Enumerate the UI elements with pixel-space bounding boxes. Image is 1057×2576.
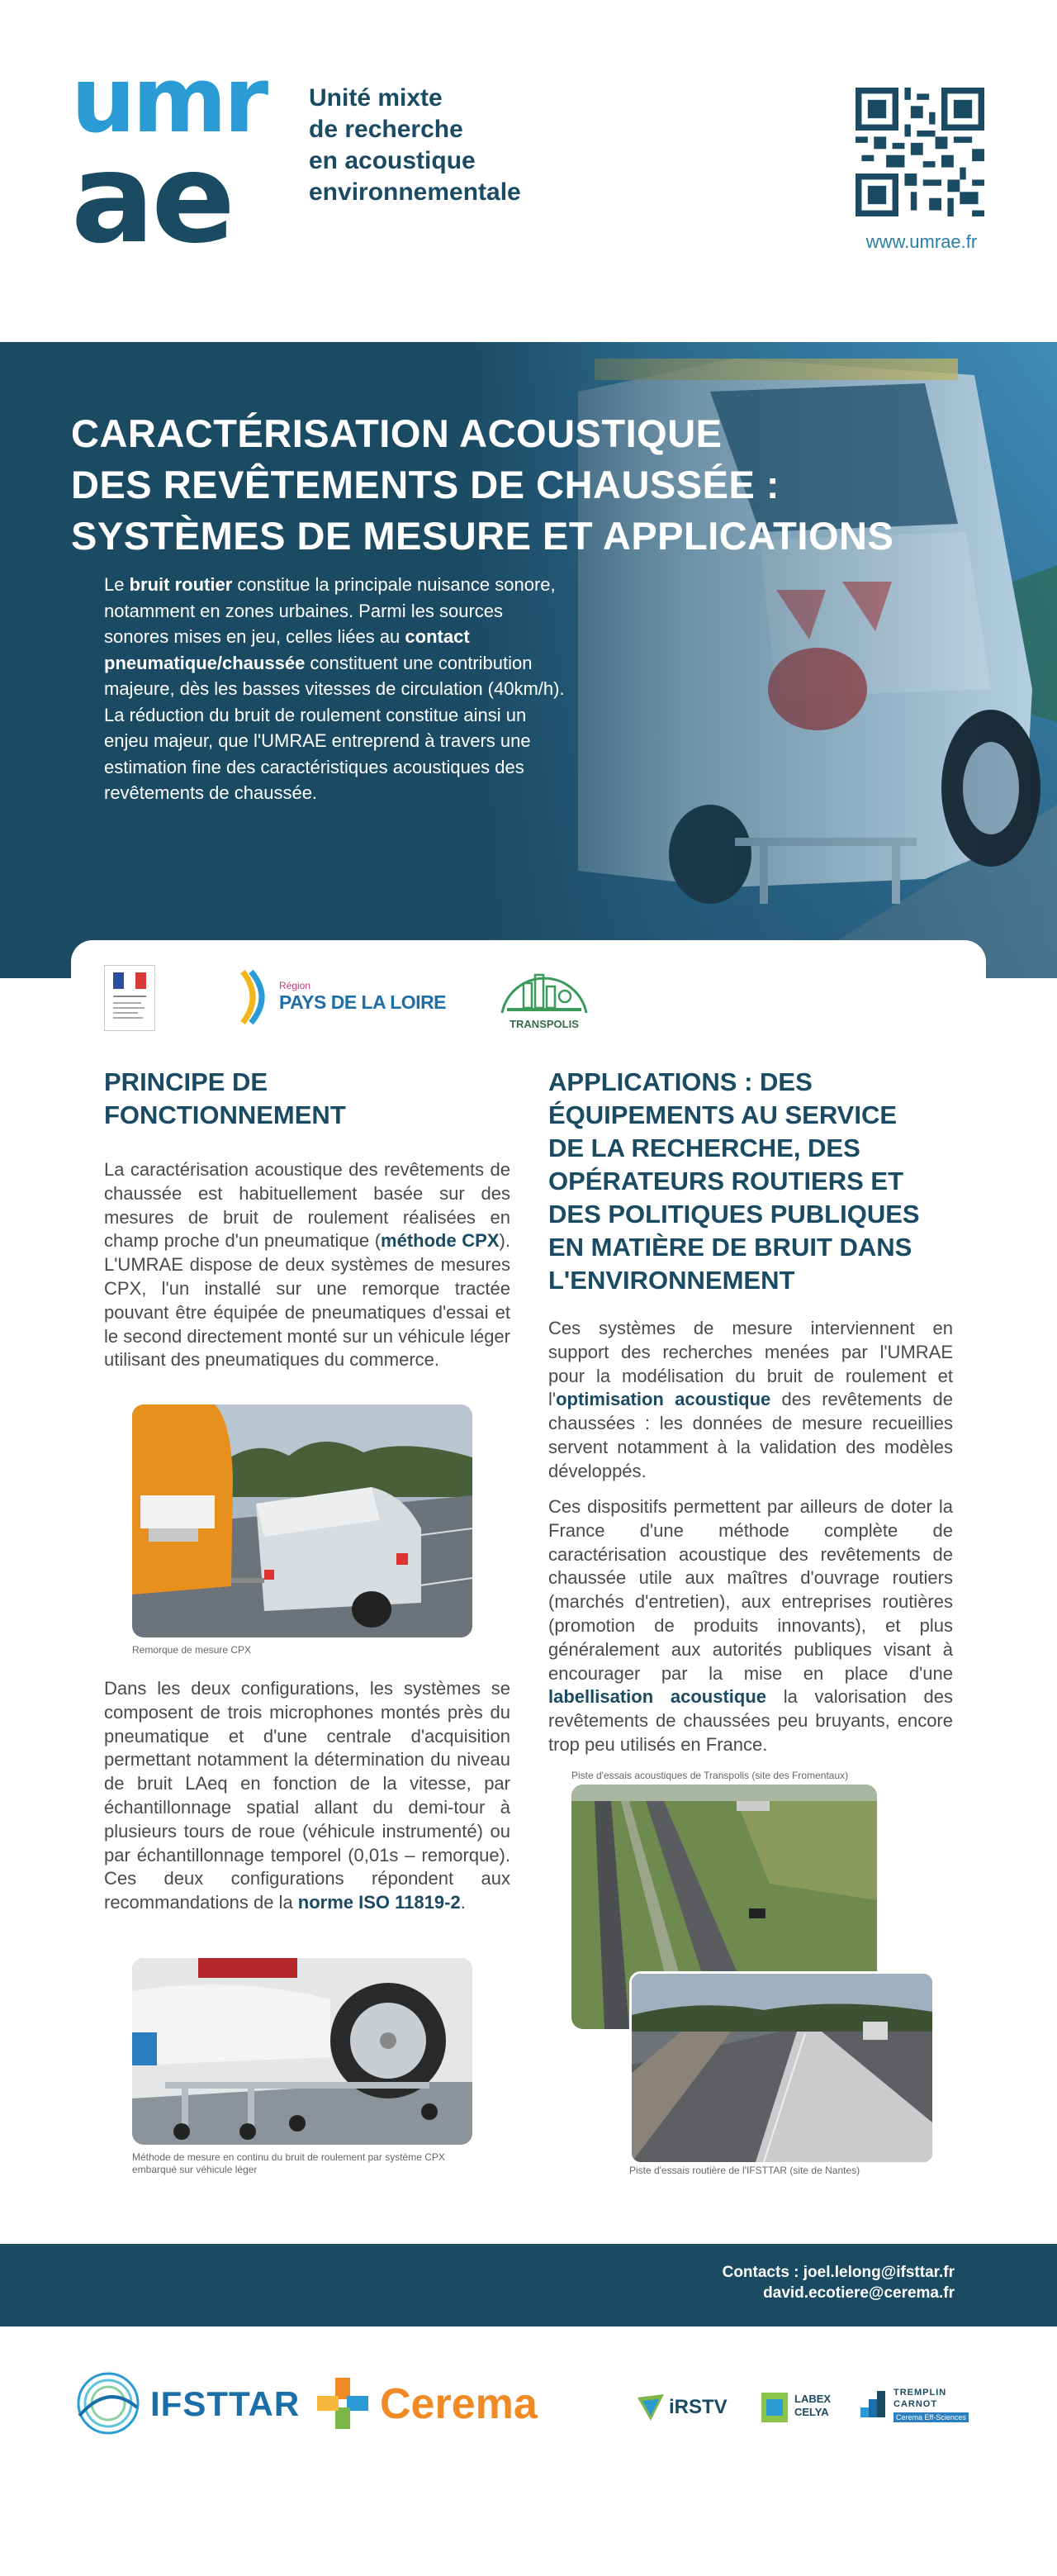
- body-text: la valorisation des revêtements de chaussées peu bruyants, encore trop peu utilisés en France.: [548, 1686, 954, 1755]
- logo-umr-text: umr: [71, 47, 266, 153]
- transpolis-label: TRANSPOLIS: [510, 1018, 579, 1030]
- transpolis-track-caption: Piste d'essais acoustiques de Transpolis (site des Fromentaux): [571, 1770, 849, 1781]
- website-link[interactable]: www.umrae.fr: [865, 231, 978, 252]
- labex-square-icon: [760, 2391, 789, 2424]
- labex-celya-logo: [760, 2388, 834, 2427]
- hero-title: [71, 408, 893, 562]
- pdl-region-label: Région: [279, 980, 311, 991]
- body-emphasis: norme ISO 11819-2: [297, 1892, 461, 1913]
- logo-ae-text: ae: [71, 127, 232, 271]
- contact-email-1[interactable]: Contacts : joel.lelong@ifsttar.fr: [722, 2264, 955, 2281]
- cpx-trailer-photo: [132, 1404, 472, 1637]
- intro-emphasis: bruit routier: [129, 574, 233, 595]
- tagline: [309, 83, 521, 208]
- body-text: .: [460, 1892, 466, 1913]
- hero-title-line: DES REVÊTEMENTS DE CHAUSSÉE :: [71, 463, 780, 506]
- body-emphasis: labellisation acoustique: [548, 1686, 766, 1708]
- hero-intro: [104, 572, 566, 806]
- nantes-track-photo: [629, 1971, 935, 2165]
- carnot-label: CARNOT: [893, 2399, 938, 2409]
- cerema-cross-icon: [314, 2374, 372, 2432]
- pdl-bracket-icon: [238, 968, 279, 1026]
- applications-paragraph-1: [548, 1317, 953, 1484]
- applications-heading: APPLICATIONS : DES ÉQUIPEMENTS AU SERVICE DE LA RECHERCHE, DES OPÉRATEURS ROUTIERS ET DES POLITIQUES PUBLIQUES EN MATIÈRE DE BRUIT DANS L'ENVIRONNEMENT: [548, 1067, 920, 1295]
- carnot-stairs-icon: [859, 2389, 889, 2419]
- ifsttar-label: IFSTTAR: [150, 2384, 301, 2423]
- principle-heading: PRINCIPE DE FONCTIONNEMENT: [104, 1067, 346, 1129]
- ifsttar-logo: [71, 2366, 302, 2441]
- body-text: La caractérisation acoustique des revêtements de chaussée est habituellement basée sur des mesures de bruit de roulement réalisées en champ proche d'un pneumatique (: [104, 1159, 510, 1252]
- cpx-car-photo: [132, 1958, 472, 2145]
- irstv-label: iRSTV: [669, 2396, 728, 2418]
- contact-band: [0, 2244, 1057, 2326]
- body-text: Ces systèmes de mesure interviennent en support des recherches menées par l'UMRAE pour la modélisation du bruit de roulement et l': [548, 1318, 953, 1410]
- cerema-label: Cerema: [380, 2380, 538, 2428]
- umrae-logo: [71, 47, 286, 271]
- qr-code-icon[interactable]: [856, 88, 984, 216]
- contact-email-2[interactable]: david.ecotiere@cerema.fr: [763, 2284, 955, 2302]
- tremplin-label: TREMPLIN: [893, 2388, 947, 2398]
- celya-label: CELYA: [794, 2406, 829, 2418]
- cerema-logo: [314, 2366, 562, 2441]
- intro-text: Le: [104, 574, 130, 595]
- labex-label: LABEX: [794, 2393, 832, 2405]
- irstv-mark-icon: [634, 2391, 667, 2424]
- irstv-logo: [634, 2389, 728, 2426]
- body-emphasis: méthode CPX: [381, 1230, 500, 1252]
- body-text: des revêtements de chaussées : les données de mesure recueillies servent notamment à la validation des modèles développés.: [548, 1389, 953, 1481]
- pdl-name: PAYS DE LA LOIRE: [279, 991, 447, 1013]
- tagline-line: de recherche: [309, 116, 463, 143]
- principle-paragraph-2: [104, 1677, 510, 1915]
- cpx-trailer-caption: Remorque de mesure CPX: [132, 1644, 252, 1656]
- prefet-logo: [104, 965, 155, 1031]
- contacts: [723, 2262, 955, 2303]
- tagline-line: environnementale: [309, 178, 521, 206]
- carnot-sub-label: Cerema Eff-Sciences: [893, 2412, 969, 2422]
- hero-banner: [0, 342, 1057, 978]
- hero-title-line: CARACTÉRISATION ACOUSTIQUE: [71, 411, 723, 455]
- body-text: ). L'UMRAE dispose de deux systèmes de mesures CPX, l'un installé sur une remorque tractée pouvant être équipée de pneumatiques d'essai et le second directement monté sur un véhicule léger utilisant des pneumatiques du commerce.: [104, 1230, 510, 1371]
- applications-paragraph-2: [548, 1495, 953, 1757]
- tagline-line: Unité mixte: [309, 84, 443, 112]
- tremplin-carnot-logo: [859, 2386, 983, 2431]
- tagline-line: en acoustique: [309, 147, 476, 174]
- intro-text: constituent une contribution majeure, dès les basses vitesses de circulation (40km/h). La réduction du bruit de roulement constitue ainsi un enjeu majeur, que l'UMRAE entreprend à travers une estimation fine des caractéristiques acoustiques des revêtements de chaussée.: [104, 652, 565, 803]
- nantes-track-caption: Piste d'essais routière de l'IFSTTAR (site de Nantes): [629, 2165, 860, 2176]
- hero-title-line: SYSTÈMES DE MESURE ET APPLICATIONS: [71, 514, 894, 558]
- transpolis-logo: [499, 963, 590, 1033]
- cpx-car-caption: Méthode de mesure en continu du bruit de roulement par système CPX embarqué sur véhicule léger: [132, 2151, 445, 2175]
- body-text: Ces dispositifs permettent par ailleurs de doter la France d'une méthode complète de caractérisation acoustique des revêtements de chaussée utile aux maîtres d'ouvrage routiers (marchés d'entretien), aux entreprises routières (promotion de produits innovants), et plus généralement aux autorités publiques visant à encourager par la mise en place d'une: [548, 1496, 953, 1684]
- intro-text: constitue la principale nuisance sonore, notamment en zones urbaines. Parmi les sources sonores mises en jeu, celles liées au: [104, 574, 556, 647]
- body-text: Dans les deux configurations, les systèmes se composent de trois microphones montés près du pneumatique et d'une centrale d'acquisition permettant notamment la détermination du niveau de bruit LAeq en fonction de la vitesse, par échantillonnage spatial allant du demi-tour à plusieurs tours de roue (véhicule instrumenté) ou par échantillonnage temporel (0,01s – remorque). Ces deux configurations répondent aux recommandations de la: [104, 1678, 510, 1913]
- ifsttar-swirl-icon: [71, 2366, 145, 2441]
- transpolis-city-icon: [499, 963, 590, 1016]
- body-emphasis: optimisation acoustique: [556, 1389, 771, 1410]
- principle-paragraph-1: [104, 1158, 510, 1372]
- pays-de-la-loire-logo: [238, 968, 447, 1026]
- intro-emphasis: contact pneumatique/chaussée: [104, 626, 470, 673]
